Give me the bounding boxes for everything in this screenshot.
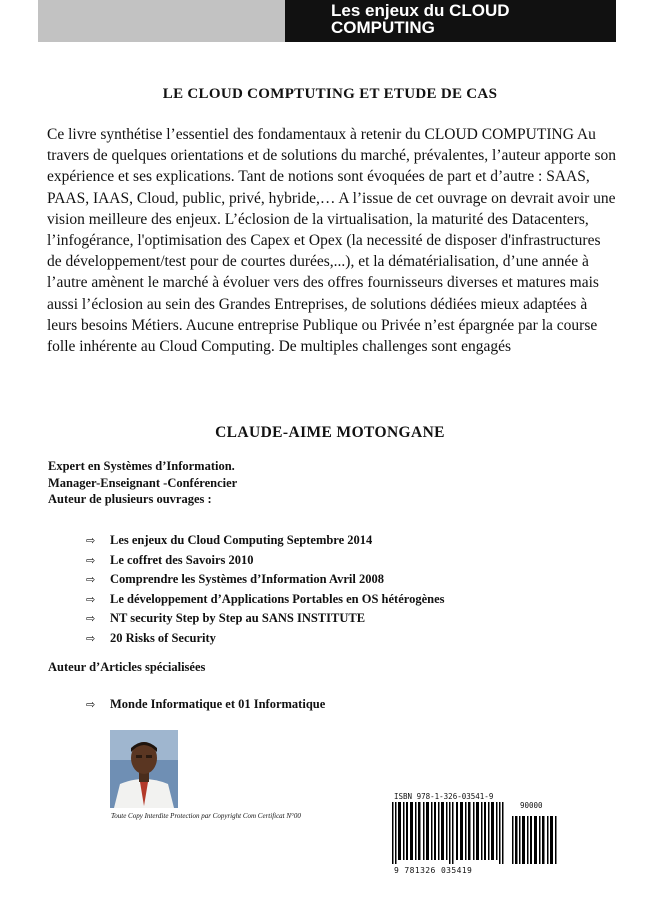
articles-list <box>86 697 325 712</box>
arrow-icon: ⇨ <box>86 612 96 625</box>
list-item <box>86 531 444 551</box>
credential-line: Expert en Systèmes d’Information. <box>48 459 235 473</box>
credential-line: Auteur de plusieurs ouvrages : <box>48 492 212 506</box>
author-photo <box>110 730 178 808</box>
list-item <box>86 697 325 712</box>
book-title-line-2: COMPUTING <box>331 18 435 37</box>
list-item <box>86 551 444 571</box>
list-item <box>86 629 444 649</box>
work-title: Le développement d’Applications Portables en OS hétérogènes <box>110 591 445 606</box>
articles-heading: Auteur d’Articles spécialisées <box>48 660 206 674</box>
book-title-line-1: Les enjeux du CLOUD <box>331 1 510 20</box>
author-name: CLAUDE-AIME MOTONGANE <box>215 424 445 441</box>
work-title: Les enjeux du Cloud Computing Septembre 2014 <box>110 533 373 547</box>
arrow-icon: ⇨ <box>86 553 96 567</box>
isbn-barcode <box>388 792 564 876</box>
author-portrait-image <box>110 730 178 808</box>
arrow-icon: ⇨ <box>86 534 96 547</box>
work-title: 20 Risks of Security <box>110 630 216 645</box>
isbn-label: ISBN 978-1-326-03541-9 <box>394 792 494 801</box>
price-code: 90000 <box>520 801 543 810</box>
list-item <box>86 590 444 610</box>
works-list <box>86 531 444 648</box>
credential-line: Manager-Enseignant -Conférencier <box>48 475 238 490</box>
book-summary: Ce livre synthétise l’essentiel des fondamentaux à retenir du CLOUD COMPUTING Au travers de quelques orientations et de solutions du marché, prévalentes, l’auteur apporte son expérience et ses explications. Tant de notions sont évoquées de part et d’autre : SAAS, PAAS, IAAS, Cloud, public, privé, hybride,… A l’issue de cet ouvrage on devrait avoir une vision meilleure des enjeux. L’éclosion de la virtualisation, la maturité des Datacenters, l’infogérance, l'optimisation des Capex et Opex (la necessité de disposer d'infrastructures de développement/test pour de courtes durées,...), et la dématérialisation, d’une année à l’autre amènent le marché à évoluer vers des offres fournisseurs diverses et matures mais aussi l’éclosion au sein des Grandes Entreprises, de solutions dédiées mieux adaptées à leurs besoins Métiers. Aucune entreprise Publique ou Privée n’est épargnée par la course folle inhérente au Cloud Computing. De multiples challenges sont engagés <box>47 126 617 356</box>
work-title: Le coffret des Savoirs 2010 <box>110 552 254 567</box>
arrow-icon: ⇨ <box>86 592 96 606</box>
work-title: NT security Step by Step au SANS INSTITUTE <box>110 611 366 625</box>
book-heading: LE CLOUD COMPTUTING ET ETUDE DE CAS <box>162 86 498 102</box>
barcode-image <box>388 802 564 866</box>
arrow-icon: ⇨ <box>86 698 96 711</box>
copyright-notice: Toute Copy Interdite Protection par Copyright Com Certificat N°00 <box>111 812 301 820</box>
article-title: Monde Informatique et 01 Informatique <box>110 697 326 711</box>
list-item <box>86 609 444 629</box>
work-title: Comprendre les Systèmes d’Information Avril 2008 <box>110 572 384 586</box>
barcode-digits: 9 781326 035419 <box>394 866 473 875</box>
list-item <box>86 570 444 590</box>
author-credentials <box>48 458 237 508</box>
book-title-banner <box>285 0 616 42</box>
arrow-icon: ⇨ <box>86 631 96 645</box>
arrow-icon: ⇨ <box>86 573 96 586</box>
